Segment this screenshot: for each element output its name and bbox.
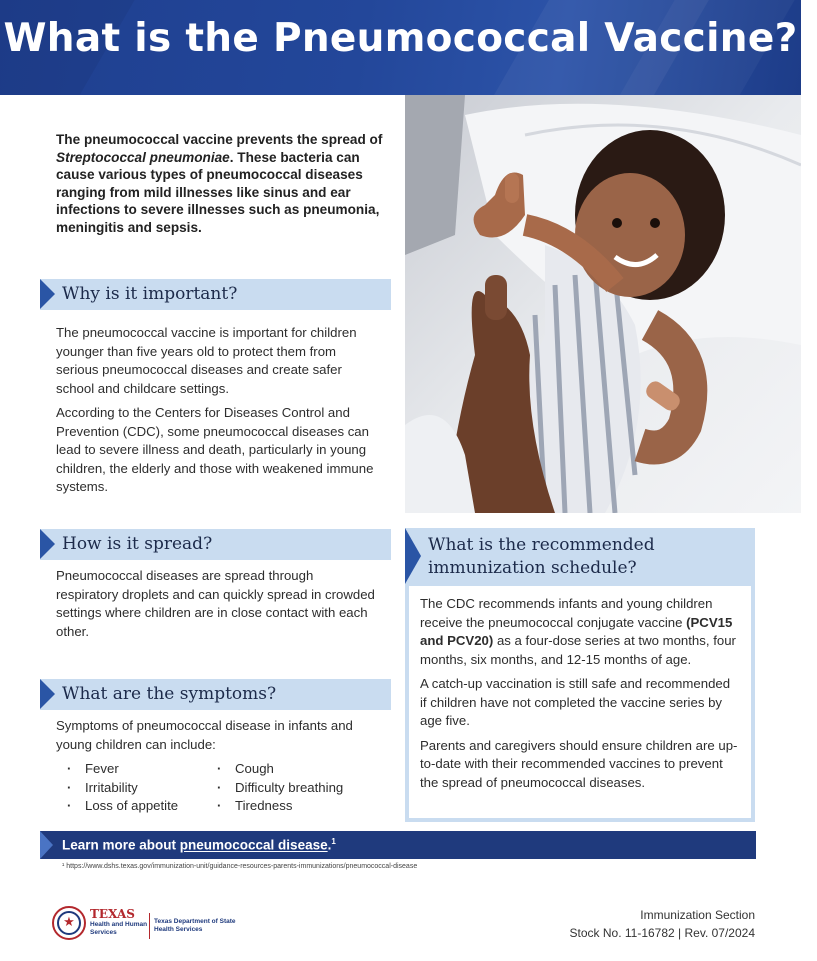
schedule-paragraph-2: A catch-up vaccination is still safe and recommended if children have not completed the vaccine series by age five.: [420, 676, 731, 728]
vaccine-names: (PCV15 and PCV20): [420, 614, 733, 648]
learn-more-bar: [40, 831, 756, 859]
symptoms-intro-text: Symptoms of pneumococcal disease in infants and young children can include:: [56, 718, 353, 752]
page-title: What is the Pneumococcal Vaccine?: [3, 16, 798, 61]
why-heading: Why is it important?: [62, 284, 238, 304]
intro-text: The pneumococcal vaccine prevents the spread of: [56, 132, 383, 147]
spread-heading: How is it spread?: [62, 534, 213, 554]
pneumococcal-disease-link[interactable]: pneumococcal disease: [179, 837, 328, 853]
logo-divider: [149, 913, 150, 939]
logo-hhs-text: Health and Human Services: [90, 921, 148, 936]
texas-seal-icon: ★: [52, 906, 86, 940]
chevron-right-icon: [405, 528, 421, 584]
intro-paragraph: [56, 131, 386, 237]
symptoms-intro: [56, 717, 376, 760]
section-heading-symptoms: [40, 679, 391, 710]
learn-more-prefix: Learn more about: [62, 837, 180, 853]
section-name: Immunization Section: [640, 908, 755, 922]
agency-logo: [52, 906, 242, 942]
learn-more-suffix: .: [327, 837, 332, 853]
spread-body: [56, 567, 376, 647]
list-item: · Difficulty breathing: [216, 779, 366, 798]
title-banner: [0, 0, 801, 95]
spread-paragraph: Pneumococcal diseases are spread through respiratory droplets and can quickly spread in crowded settings where children are in close contact with each other.: [56, 568, 375, 639]
list-item: · Fever: [66, 760, 216, 779]
footnote-url: ¹ https://www.dshs.texas.gov/immunization-unit/guidance-resources-parents-immunizations/pneumococcal-disease: [62, 863, 418, 870]
list-item: · Loss of appetite: [66, 797, 216, 816]
chevron-right-icon: [40, 679, 55, 709]
logo-texas-text: TEXAS: [90, 907, 135, 921]
section-heading-spread: [40, 529, 391, 560]
list-item: · Tiredness: [216, 797, 366, 816]
photo-illustration: [405, 95, 801, 513]
stock-number: Stock No. 11-16782 | Rev. 07/2024: [569, 926, 755, 940]
list-item: · Irritability: [66, 779, 216, 798]
stock-info: [570, 906, 755, 942]
chevron-right-icon: [40, 831, 53, 859]
schedule-content: [409, 586, 751, 818]
footnote-marker: 1: [331, 837, 336, 846]
schedule-p1-text: The CDC recommends infants and young children receive the pneumococcal conjugate vaccine: [420, 596, 713, 630]
intro-organism: Streptococcal pneumoniae: [56, 149, 230, 165]
learn-more-text: [62, 837, 336, 853]
logo-dshs-text: Texas Department of State Health Services: [154, 918, 236, 933]
schedule-panel: [405, 528, 755, 822]
section-heading-why: [40, 279, 391, 310]
child-thumbs-up-photo: [405, 95, 801, 513]
schedule-paragraph-1: [420, 595, 740, 669]
schedule-p1-end: as a four-dose series at two months, four months, six months, and 12-15 months of age.: [420, 633, 736, 667]
chevron-right-icon: [40, 529, 55, 559]
schedule-paragraph-3: Parents and caregivers should ensure children are up-to-date with their recommended vaccines to prevent the spread of pneumococcal diseases.: [420, 737, 738, 790]
symptoms-list: [66, 760, 366, 816]
list-item: · Cough: [216, 760, 366, 779]
why-paragraph-1: The pneumococcal vaccine is important for children younger than five years old to protect them from serious pneumococcal diseases and create safer school and childcare settings.: [56, 325, 357, 396]
why-paragraph-2: According to the Centers for Diseases Control and Prevention (CDC), some pneumococcal diseases can lead to severe illness and death, particularly in young children, the elderly and those with weakened immune systems.: [56, 405, 374, 494]
chevron-right-icon: [40, 279, 55, 309]
why-body: [56, 324, 376, 503]
symptoms-heading: What are the symptoms?: [62, 684, 277, 704]
intro-text-end: . These bacteria can cause various types of pneumococcal diseases ranging from mild illnesses like sinus and ear infections to severe illnesses such as pneumonia, meningitis and sepsis.: [56, 149, 380, 235]
schedule-heading: What is the recommended immunization schedule?: [428, 535, 655, 578]
